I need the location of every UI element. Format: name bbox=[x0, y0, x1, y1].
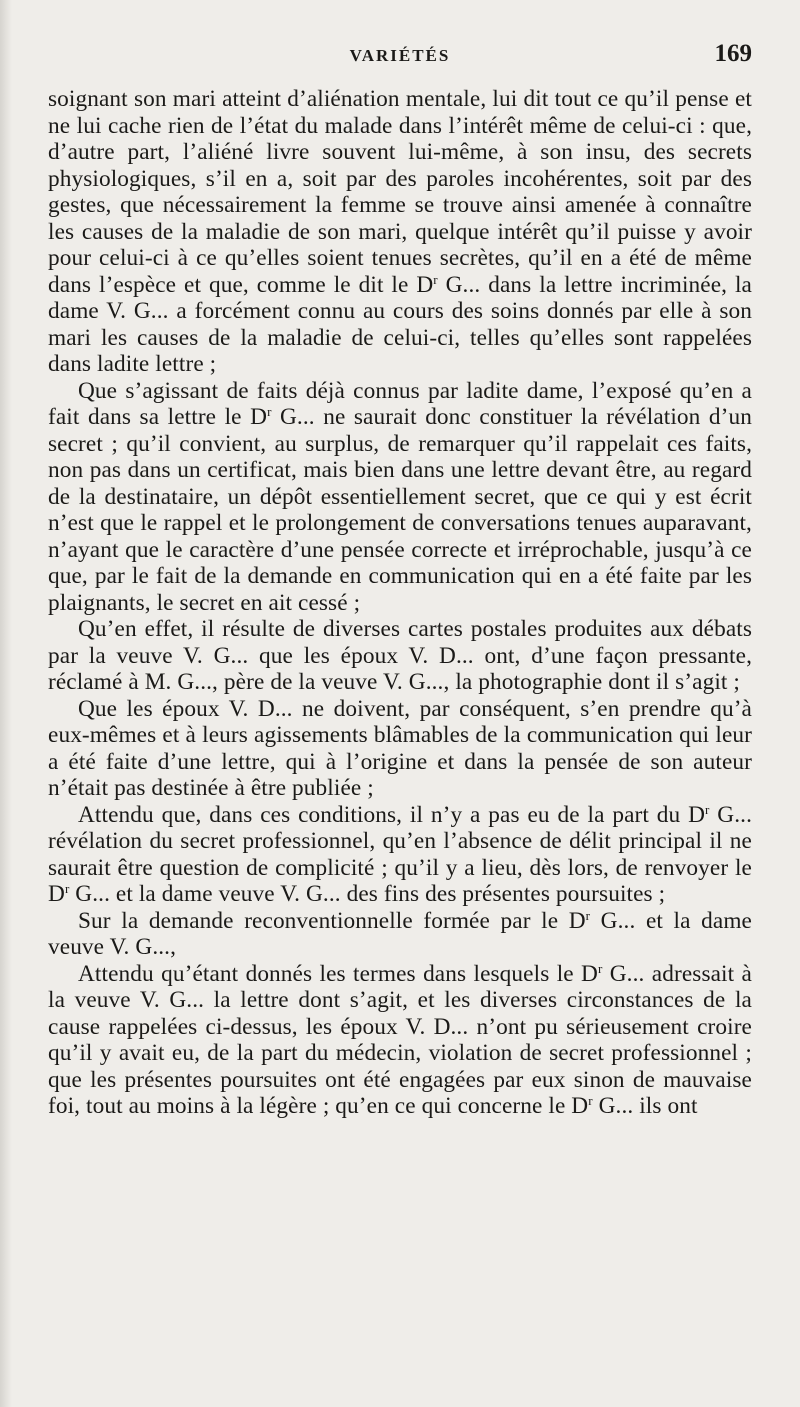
superscript: r bbox=[588, 1093, 593, 1108]
paragraph: Sur la demande reconventionnelle formée par le $D^r$ G... et la dame veuve V. G..., bbox=[48, 907, 752, 960]
superscript: r bbox=[64, 881, 70, 896]
paragraph: Attendu que, dans ces conditions, il n’y a pas eu de la part du $D^r$ G... révélation du secret professionnel, qu’en l’absence de délit principal il ne saurait être question de complicité ; qu’il y a lieu, dès lors, de renvoyer le $D^r$ G... et la dame veuve V. G... des fins des présentes poursuites ; bbox=[48, 801, 752, 907]
page-header bbox=[48, 40, 752, 76]
superscript: r bbox=[433, 271, 438, 287]
paragraph: soignant son mari atteint d’aliénation mentale, lui dit tout ce qu’il pense et ne lui cache rien de l’état du malade dans l’intérêt même de celui-ci : que, d’autre part, l’aliéné livre souvent lui-même, à son insu, des secrets physiologiques, s’il en a, soit par des paroles incohérentes, soit par des gestes, que nécessairement la femme se trouve ainsi amenée à connaître les causes de la maladie de son mari, quelque intérêt qu’il puisse y avoir pour celui-ci à ce qu’elles soient tenues secrètes, qu’il en a été de même dans l’espèce et que, comme le dit le $D^r$ G... dans la lettre incriminée, la dame V. G... a forcément connu au cours des soins donnés par elle à son mari les causes de la maladie de celui-ci, telles qu’elles sont rappelées dans ladite lettre ; bbox=[48, 86, 752, 377]
paragraph: Que les époux V. D... ne doivent, par conséquent, s’en prendre qu’à eux-mêmes et à leurs agissements blâmables de la communication qui leur a été faite d’une lettre, qui à l’origine et dans la pensée de son auteur n’était pas destinée à être publiée ; bbox=[48, 695, 752, 801]
superscript: r bbox=[597, 960, 603, 976]
superscript: r bbox=[705, 801, 710, 817]
superscript: r bbox=[267, 404, 272, 419]
paragraph: Qu’en effet, il résulte de diverses cartes postales produites aux débats par la veuve V. G... que les époux V. D... ont, d’une façon pressante, réclamé à M. G..., père de la veuve V. G..., la photographie dont il s’agit ; bbox=[48, 616, 752, 695]
running-title: VARIÉTÉS bbox=[349, 46, 451, 65]
paragraph: Que s’agissant de faits déjà connus par ladite dame, l’exposé qu’en a fait dans sa lettre le $D^r$ G... ne saurait donc constituer la révélation d’un secret ; qu’il convient, au surplus, de remarquer qu’il rappelait ces faits, non pas dans un certificat, mais bien dans une lettre devant être, au regard de la destinataire, un dépôt essentiellement secret, que ce qui y est écrit n’est que le rappel et le prolongement de conversations tenues auparavant, n’ayant que le caractère d’une pensée correcte et irréprochable, jusqu’à ce que, par le fait de la demande en communication qui en a été faite par les plaignants, le secret en ait cessé ; bbox=[48, 377, 753, 616]
page-number: 169 bbox=[714, 40, 752, 67]
body-text bbox=[48, 86, 752, 1120]
superscript: r bbox=[585, 907, 591, 923]
paragraph: Attendu qu’étant donnés les termes dans lesquels le $D^r$ G... adressait à la veuve V. G... la lettre dont s’agit, et les diverses circonstances de la cause rappelées ci-dessus, les époux V. D... n’ont pu sérieusement croire qu’il y avait eu, de la part du médecin, violation de secret professionnel ; que les présentes poursuites ont été engagées par eux sinon de mauvaise foi, tout au moins à la légère ; qu’en ce qui concerne le $D^r$ G... ils ont bbox=[48, 960, 752, 1119]
page-gutter-shadow bbox=[0, 0, 12, 1407]
